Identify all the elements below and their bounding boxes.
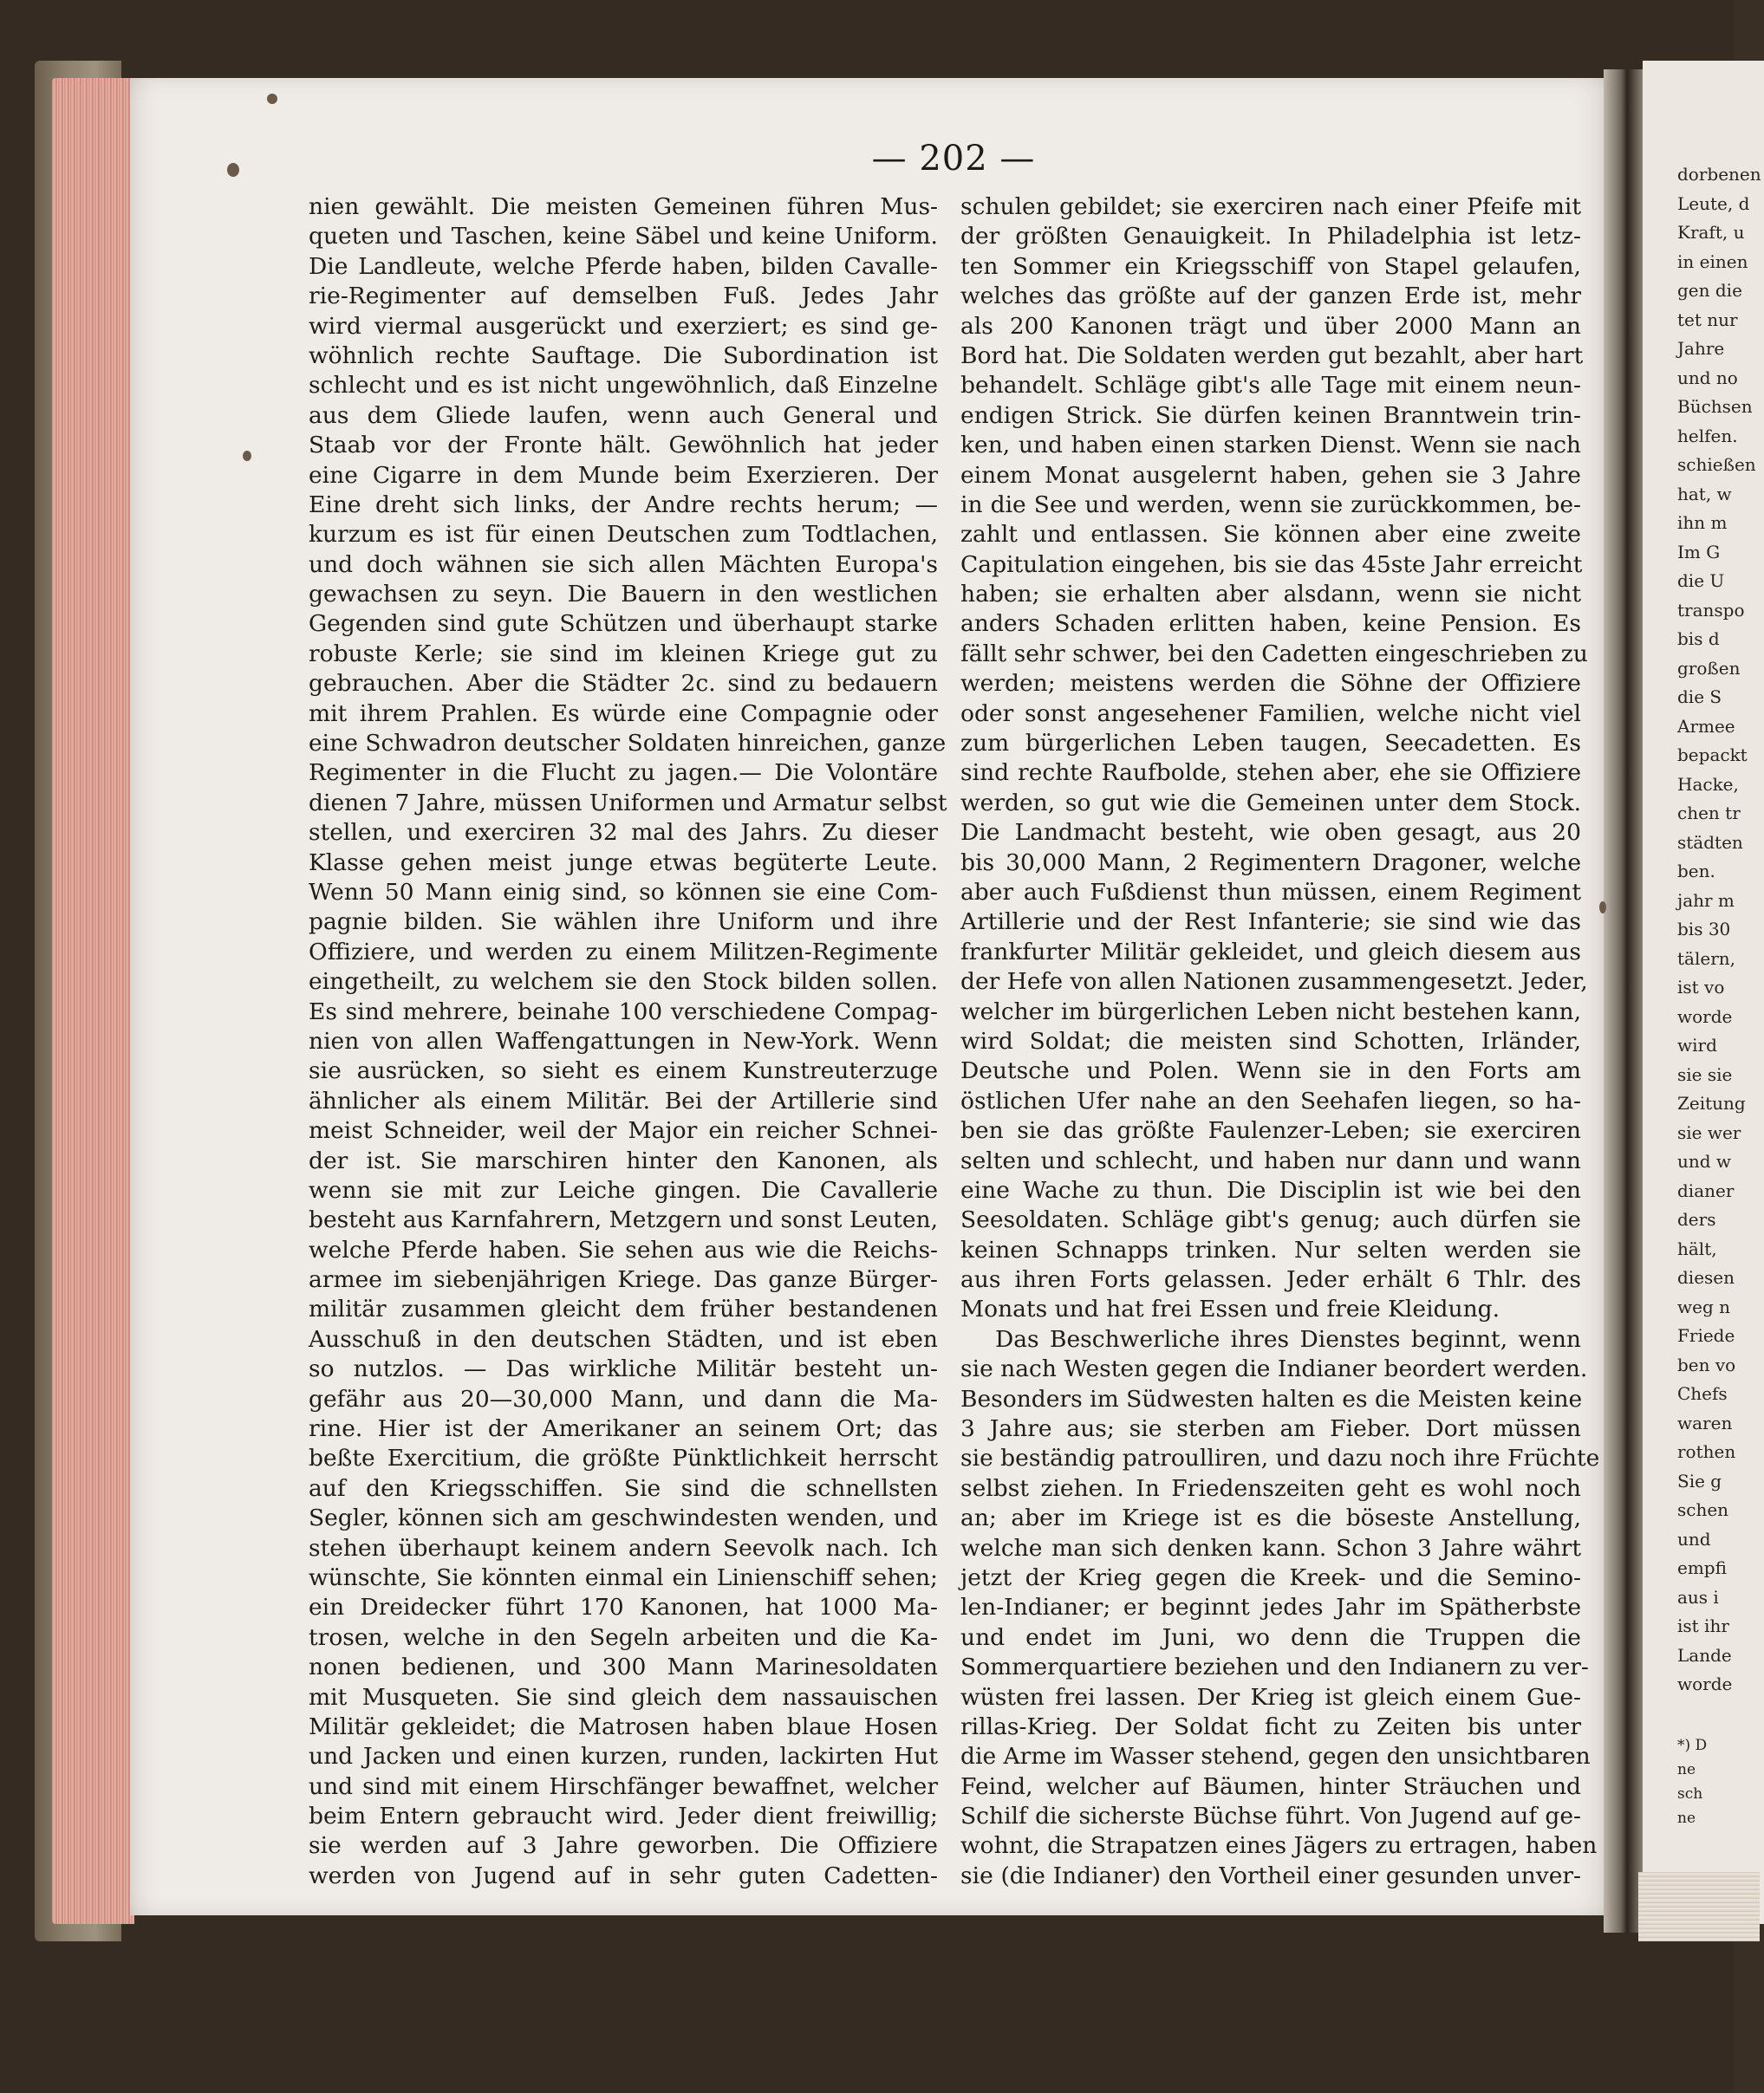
text-line: Seesoldaten. Schläge gibt's genug; auch dürfen sie	[960, 1206, 1581, 1234]
text-line: mit Musqueten. Sie sind gleich dem nassauischen	[309, 1683, 938, 1711]
text-line: werden; meistens werden die Söhne der Offiziere	[960, 670, 1581, 698]
text-line: dienen 7 Jahre, müssen Uniformen und Armatur selbst	[309, 789, 947, 816]
text-line: gebrauchen. Aber die Städter 2c. sind zu bedauern	[309, 670, 938, 698]
facing-page-line: schen	[1677, 1499, 1729, 1520]
text-line: Besonders im Südwesten halten es die Meisten keine	[960, 1385, 1583, 1413]
text-line: der ist. Sie marschiren hinter den Kanonen, als	[309, 1147, 938, 1174]
facing-page-line: bis d	[1677, 628, 1720, 649]
facing-page-line: hält,	[1677, 1238, 1717, 1259]
text-line: Wenn 50 Mann einig sind, so können sie eine Com-	[309, 878, 938, 906]
text-line: die Arme im Wasser stehend, gegen den unsichtbaren	[960, 1743, 1591, 1771]
text-line: sind rechte Raufbolde, stehen aber, ehe sie Offiziere	[960, 759, 1581, 787]
facing-page-line: empfi	[1677, 1557, 1727, 1578]
paper-speck	[267, 94, 277, 104]
text-line: rillas-Krieg. Der Soldat ficht zu Zeiten bis unter	[960, 1713, 1581, 1740]
facing-page-line: Im G	[1677, 541, 1721, 562]
facing-page-line: Jahre	[1677, 338, 1725, 359]
text-line: Bord hat. Die Soldaten werden gut bezahlt, aber hart	[960, 341, 1584, 369]
facing-page-text	[1677, 160, 1761, 1700]
text-line: Monats und hat frei Essen und freie Kleidung.	[960, 1296, 1500, 1323]
facing-page-line: Leute, d	[1677, 192, 1750, 214]
text-line: fällt sehr schwer, bei den Cadetten eingeschrieben zu	[960, 640, 1588, 667]
text-line: und doch wähnen sie sich allen Mächten Europa's	[309, 550, 938, 578]
text-line: jetzt der Krieg gegen die Kreek- und die Semino-	[960, 1563, 1581, 1591]
facing-page-line: schießen	[1677, 454, 1756, 475]
text-line: Die Landleute, welche Pferde haben, bilden Cavalle-	[309, 252, 938, 280]
text-line: Offiziere, und werden zu einem Militzen-Regimente	[309, 938, 938, 965]
facing-page-line: chen tr	[1677, 803, 1741, 823]
text-line: aus dem Gliede laufen, wenn auch General und	[309, 401, 938, 429]
text-line: wünschte, Sie könnten einmal ein Linienschiff sehen;	[309, 1563, 938, 1591]
text-line: der Hefe von allen Nationen zusammengesetzt. Jeder,	[960, 968, 1588, 996]
text-line: beim Entern gebraucht wird. Jeder dient freiwillig;	[309, 1803, 938, 1830]
text-line: auf den Kriegsschiffen. Sie sind die schnellsten	[309, 1474, 938, 1502]
facing-page-line: transpo	[1677, 599, 1745, 621]
facing-page-line: die U	[1677, 570, 1725, 591]
text-line: sie werden auf 3 Jahre geworben. Die Offiziere	[309, 1832, 938, 1860]
text-line: Ausschuß in den deutschen Städten, und ist eben	[309, 1325, 938, 1353]
facing-page-line: die S	[1677, 686, 1722, 707]
text-line: ten Sommer ein Kriegsschiff von Stapel gelaufen,	[960, 252, 1581, 280]
facing-page-line: jahr m	[1677, 889, 1735, 911]
text-line: endigen Strick. Sie dürfen keinen Branntwein trin-	[960, 401, 1581, 429]
text-line: Gegenden sind gute Schützen und überhaupt starke	[309, 610, 938, 638]
text-line: rie-Regimenter auf demselben Fuß. Jedes Jahr	[309, 283, 938, 310]
text-line: wird Soldat; die meisten sind Schotten, Irländer,	[960, 1027, 1581, 1055]
facing-page-line: Sie g	[1677, 1470, 1722, 1492]
facing-page-line: wird	[1677, 1035, 1717, 1056]
text-line: wenn sie mit zur Leiche gingen. Die Cavallerie	[309, 1176, 938, 1204]
text-line: zahlt und entlassen. Sie können aber eine zweite	[960, 521, 1581, 549]
text-line: wohnt, die Strapatzen eines Jägers zu ertragen, haben	[960, 1832, 1598, 1860]
text-line: mit ihrem Prahlen. Es würde eine Compagnie oder	[309, 699, 938, 727]
text-line: und Jacken und einen kurzen, runden, lackirten Hut	[309, 1743, 938, 1771]
text-line: sie (die Indianer) den Vortheil einer gesunden unver-	[960, 1862, 1581, 1889]
facing-page-line: bepackt	[1677, 744, 1748, 765]
facing-page-line: ist ihr	[1677, 1615, 1729, 1636]
facing-page-line: weg n	[1677, 1296, 1730, 1317]
text-line: robuste Kerle; sie sind im kleinen Kriege gut zu	[309, 640, 938, 667]
text-line: oder sonst angesehener Familien, welche nicht viel	[960, 699, 1581, 727]
text-line: bis 30,000 Mann, 2 Regimentern Dragoner, welche	[960, 848, 1581, 876]
text-line: militär zusammen gleicht dem früher bestandenen	[309, 1296, 938, 1323]
facing-page-line: Kraft, u	[1677, 222, 1745, 243]
book-gutter	[1604, 69, 1643, 1933]
facing-footnote-line: sch	[1677, 1785, 1703, 1803]
facing-page-line: ihn m	[1677, 512, 1728, 533]
text-line: Militär gekleidet; die Matrosen haben blaue Hosen	[309, 1713, 938, 1740]
text-line: nien gewählt. Die meisten Gemeinen führen Mus-	[309, 193, 938, 220]
text-line: keinen Schnapps trinken. Nur selten werden sie	[960, 1236, 1581, 1264]
text-line: trosen, welche in den Segeln arbeiten und die Ka-	[309, 1623, 938, 1651]
text-line: kurzum es ist für einen Deutschen zum Todtlachen,	[309, 521, 938, 549]
facing-page-line: ders	[1677, 1209, 1716, 1230]
text-line: an; aber im Kriege ist es die böseste Anstellung,	[960, 1505, 1581, 1532]
facing-page-line: großen	[1677, 657, 1741, 679]
text-line: Artillerie und der Rest Infanterie; sie sind wie das	[960, 908, 1581, 936]
facing-footnote-line: ne	[1677, 1810, 1696, 1827]
facing-page-line: und	[1677, 1528, 1711, 1550]
facing-page-line: Hacke,	[1677, 773, 1739, 795]
text-line: der größten Genauigkeit. In Philadelphia ist letz-	[960, 223, 1581, 250]
facing-page-line: hat, w	[1677, 483, 1732, 504]
text-line: nonen bedienen, und 300 Mann Marinesoldaten	[309, 1654, 938, 1681]
facing-page-line: Zeitung	[1677, 1093, 1746, 1114]
text-line: und endet im Juni, wo denn die Truppen die	[960, 1623, 1581, 1651]
facing-page-line: sie wer	[1677, 1121, 1741, 1143]
text-line: Sommerquartiere beziehen und den Indianern zu ver-	[960, 1654, 1589, 1681]
text-line: welche man sich denken kann. Schon 3 Jahre währt	[960, 1534, 1581, 1562]
facing-page-line: ben vo	[1677, 1354, 1736, 1375]
text-line: frankfurter Militär gekleidet, und gleich diesem aus	[960, 938, 1581, 965]
text-line: queten und Taschen, keine Säbel und keine Uniform.	[309, 223, 938, 250]
text-line: gewachsen zu seyn. Die Bauern in den westlichen	[309, 581, 938, 608]
facing-page-line: Büchsen	[1677, 396, 1753, 417]
facing-page-line: diesen	[1677, 1267, 1735, 1288]
text-line: Segler, können sich am geschwindesten wenden, und	[309, 1505, 938, 1532]
text-line: besteht aus Karnfahrern, Metzgern und sonst Leuten,	[309, 1206, 938, 1234]
text-line: in die See und werden, wenn sie zurückkommen, be-	[960, 491, 1581, 518]
text-line: eine Cigarre in dem Munde beim Exerzieren. Der	[309, 461, 938, 489]
text-line: wird viermal ausgerückt und exerziert; es sind ge-	[309, 312, 938, 340]
text-line: schulen gebildet; sie exerciren nach einer Pfeife mit	[960, 193, 1581, 220]
facing-footnote-line: ne	[1677, 1761, 1696, 1778]
text-line: wöhnlich rechte Sauftage. Die Subordination ist	[309, 341, 938, 369]
text-line: Es sind mehrere, beinahe 100 verschiedene Compag-	[309, 998, 938, 1025]
paper-speck	[1599, 901, 1606, 913]
text-line: armee im siebenjährigen Kriege. Das ganze Bürger-	[309, 1266, 938, 1294]
text-line: werden von Jugend auf in sehr guten Cadetten-	[309, 1862, 938, 1889]
facing-page-line: worde	[1677, 1674, 1733, 1694]
text-line: eine Schwadron deutscher Soldaten hinreichen, ganze	[309, 730, 947, 757]
text-line: stellen, und exerciren 32 mal des Jahrs. Zu dieser	[309, 819, 938, 847]
facing-page-line: Armee	[1677, 715, 1735, 737]
text-line: Die Landmacht besteht, wie oben gesagt, aus 20	[960, 819, 1581, 847]
facing-page-line: aus i	[1677, 1586, 1719, 1608]
text-line: Feind, welcher auf Bäumen, hinter Sträuchen und	[960, 1772, 1581, 1800]
text-line: ken, und haben einen starken Dienst. Wenn sie nach	[960, 432, 1581, 459]
facing-page-line: Lande	[1677, 1644, 1732, 1666]
page-edges	[52, 78, 134, 1924]
text-line: ben sie das größte Faulenzer-Leben; sie exerciren	[960, 1117, 1581, 1145]
facing-page-line: Friede	[1677, 1325, 1735, 1346]
text-line: Deutsche und Polen. Wenn sie in den Forts am	[960, 1057, 1581, 1085]
right-text-column	[960, 192, 1600, 1891]
text-line: wüsten frei lassen. Der Krieg ist gleich einem Gue-	[960, 1683, 1581, 1711]
facing-page-line: dorbenen	[1677, 164, 1761, 185]
text-line: Eine dreht sich links, der Andre rechts herum; —	[309, 491, 938, 518]
text-line: eingetheilt, zu welchem sie den Stock bilden sollen.	[309, 968, 938, 996]
text-line: pagnie bilden. Sie wählen ihre Uniform und ihre	[309, 908, 938, 936]
text-line: anders Schaden erlitten haben, keine Pension. Es	[960, 610, 1581, 638]
facing-page-line: tet nur	[1677, 309, 1738, 330]
text-line: sie beständig patroulliren, und dazu noch ihre Früchte	[960, 1445, 1600, 1472]
text-line: welcher im bürgerlichen Leben nicht bestehen kann,	[960, 998, 1581, 1025]
facing-footnote-line: *) D	[1677, 1737, 1708, 1754]
facing-page-footnote	[1677, 1733, 1707, 1830]
text-line: so nutzlos. — Das wirkliche Militär besteht un-	[309, 1355, 938, 1383]
text-line: ähnlicher als einem Militär. Bei der Artillerie sind	[309, 1087, 938, 1115]
left-text-column	[309, 192, 947, 1891]
text-line: stehen überhaupt keinem andern Seevolk nach. Ich	[309, 1534, 938, 1562]
facing-page-line: waren	[1677, 1412, 1733, 1433]
facing-page-line: ist vo	[1677, 977, 1725, 998]
text-line: Schilf die sicherste Büchse führt. Von Jugend auf ge-	[960, 1803, 1581, 1830]
text-line: eine Wache zu thun. Die Disciplin ist wie bei den	[960, 1176, 1581, 1204]
text-line: und sind mit einem Hirschfänger bewaffnet, welcher	[309, 1772, 938, 1800]
facing-page-edges	[1638, 1872, 1760, 1941]
facing-page-line: gen die	[1677, 280, 1742, 301]
text-line: Regimenter in die Flucht zu jagen.— Die Volontäre	[309, 759, 938, 787]
text-line: sie nach Westen gegen die Indianer beordert werden.	[960, 1355, 1588, 1383]
text-line: 3 Jahre aus; sie sterben am Fieber. Dort müssen	[960, 1415, 1581, 1443]
text-line: Klasse gehen meist junge etwas begüterte Leute.	[309, 848, 938, 876]
text-line: werden, so gut wie die Gemeinen unter dem Stock.	[960, 789, 1581, 816]
text-line: aber auch Fußdienst thun müssen, einem Regiment	[960, 878, 1581, 906]
text-line: Das Beschwerliche ihres Dienstes beginnt, wenn	[995, 1325, 1581, 1353]
text-line: Capitulation eingehen, bis sie das 45ste Jahr erreicht	[960, 550, 1583, 578]
text-line: östlichen Ufer nahe an den Seehafen liegen, so ha-	[960, 1087, 1581, 1115]
paper-speck	[227, 163, 239, 177]
facing-page-line: bis 30	[1677, 919, 1731, 939]
text-line: welches das größte auf der ganzen Erde ist, mehr	[960, 283, 1581, 310]
text-line: beßte Exercitium, die größte Pünktlichkeit herrscht	[309, 1445, 938, 1472]
text-line: sie ausrücken, so sieht es einem Kunstreuterzuge	[309, 1057, 938, 1085]
text-line: haben; sie erhalten aber alsdann, wenn sie nicht	[960, 581, 1581, 608]
text-line: aus ihren Forts gelassen. Jeder erhält 6 Thlr. des	[960, 1266, 1581, 1294]
text-line: welche Pferde haben. Sie sehen aus wie die Reichs-	[309, 1236, 938, 1264]
text-line: len-Indianer; er beginnt jedes Jahr im Spätherbste	[960, 1594, 1581, 1622]
text-line: selbst ziehen. In Friedenszeiten geht es wohl noch	[960, 1474, 1581, 1502]
facing-page-line: städten	[1677, 831, 1743, 853]
text-line: selten und schlecht, und haben nur dann und wann	[960, 1147, 1581, 1174]
facing-page-line: in einen	[1677, 250, 1748, 272]
facing-page-line: tälern,	[1677, 947, 1735, 969]
facing-page-line: dianer	[1677, 1180, 1735, 1201]
facing-page-line: und no	[1677, 367, 1738, 388]
text-line: einem Monat ausgelernt haben, gehen sie 3 Jahre	[960, 461, 1581, 489]
facing-page-line: sie sie	[1677, 1063, 1733, 1085]
facing-page-line: ben.	[1677, 861, 1715, 881]
facing-page-line: helfen.	[1677, 425, 1738, 446]
text-line: gefähr aus 20—30,000 Mann, und dann die Ma-	[309, 1385, 938, 1413]
text-line: schlecht und es ist nicht ungewöhnlich, daß Einzelne	[309, 372, 938, 400]
text-line: behandelt. Schläge gibt's alle Tage mit einem neun-	[960, 372, 1581, 400]
text-line: meist Schneider, weil der Major ein reicher Schnei-	[309, 1117, 938, 1145]
facing-page-line: und w	[1677, 1151, 1732, 1172]
facing-page-line: rothen	[1677, 1441, 1736, 1462]
text-line: ein Dreidecker führt 170 Kanonen, hat 1000 Ma-	[309, 1594, 938, 1622]
text-line: rine. Hier ist der Amerikaner an seinem Ort; das	[309, 1415, 938, 1443]
text-line: zum bürgerlichen Leben taugen, Seecadetten. Es	[960, 730, 1581, 757]
text-line: nien von allen Waffengattungen in New-York. Wenn	[309, 1027, 938, 1055]
facing-page-line: worde	[1677, 1005, 1733, 1027]
text-line: Staab vor der Fronte hält. Gewöhnlich hat jeder	[309, 432, 938, 459]
facing-page-line: Chefs	[1677, 1383, 1728, 1404]
page-number: — 202 —	[871, 139, 1036, 179]
text-line: als 200 Kanonen trägt und über 2000 Mann an	[960, 312, 1581, 340]
paper-speck	[243, 451, 251, 461]
